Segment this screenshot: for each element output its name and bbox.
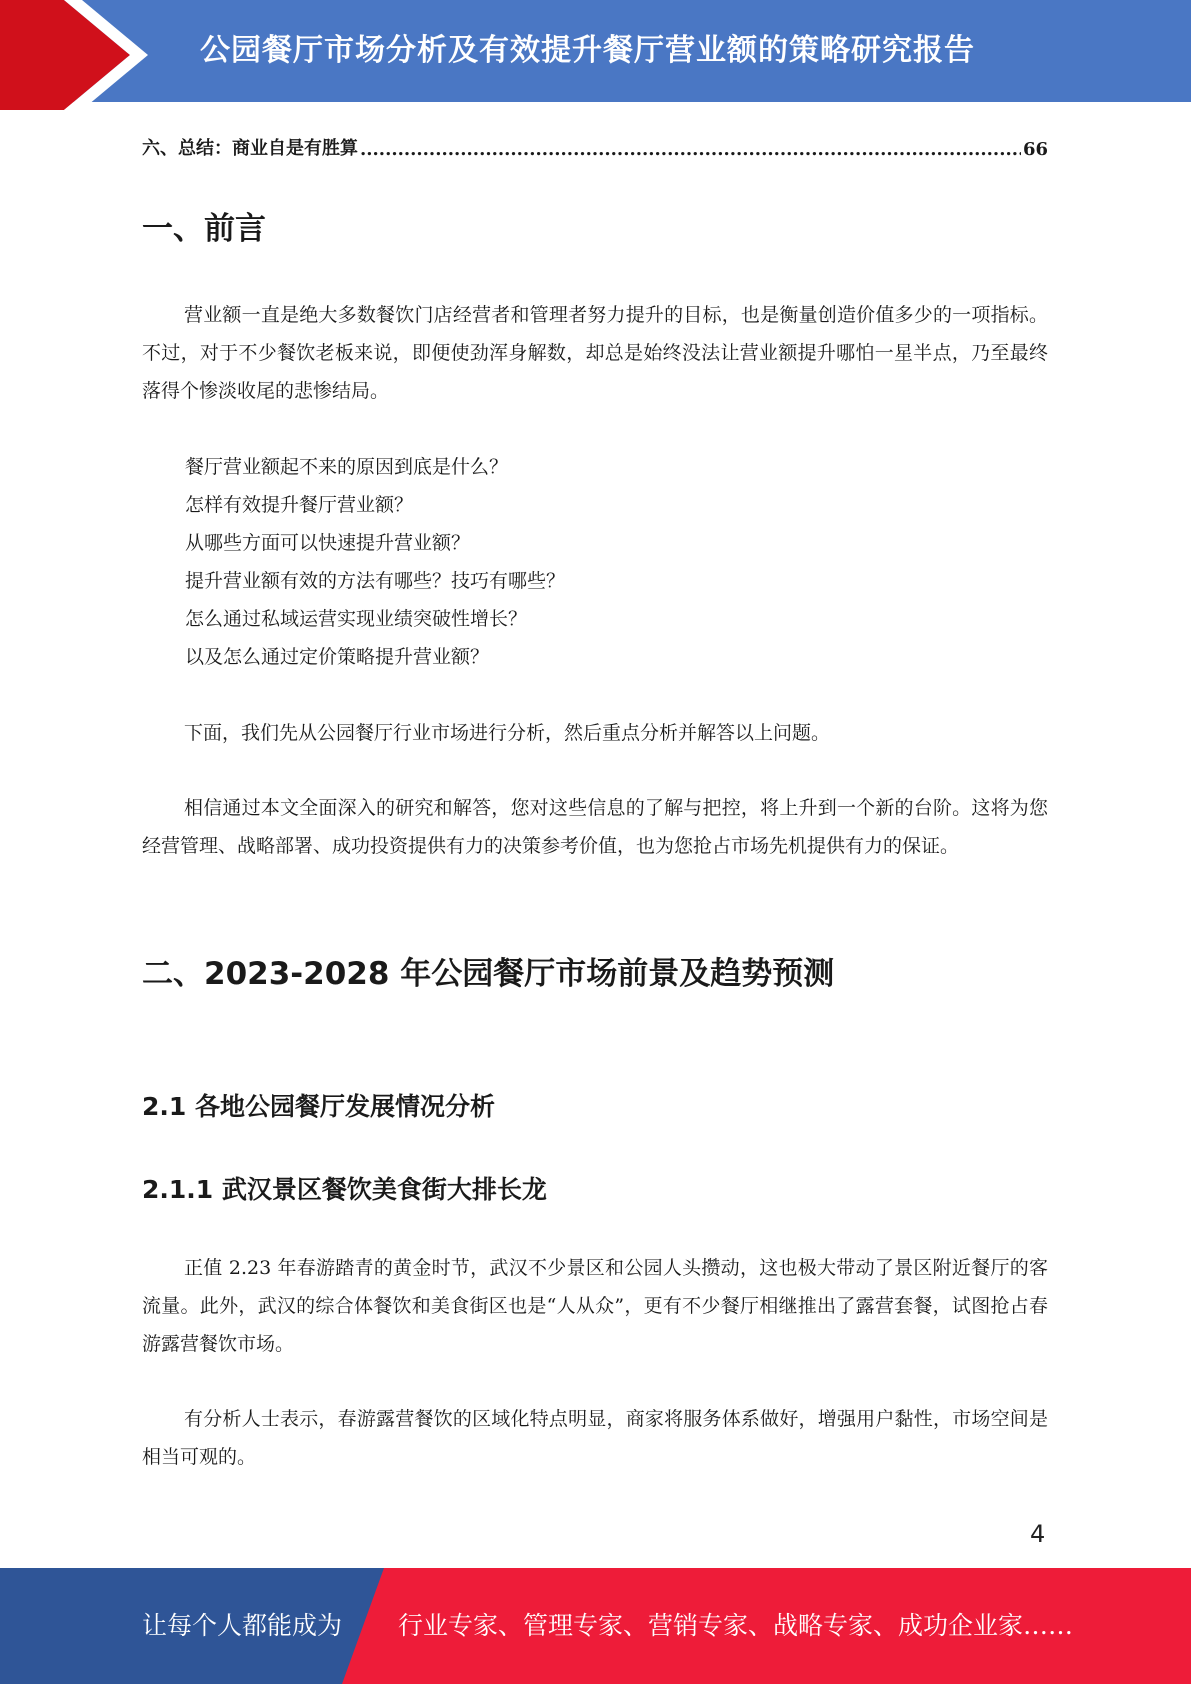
section-heading-preface: 一、前言 <box>142 211 266 247</box>
header-band <box>0 0 1191 110</box>
question-list <box>185 448 565 676</box>
list-item: 以及怎么通过定价策略提升营业额？ <box>185 646 490 668</box>
footer-slogan-right: 行业专家、管理专家、营销专家、战略专家、成功企业家…… <box>398 1611 1074 1640</box>
list-item: 餐厅营业额起不来的原因到底是什么？ <box>185 456 509 478</box>
page-number: 4 <box>1030 1520 1046 1548</box>
header-red-arrow <box>0 0 130 110</box>
paragraph-wuhan-scenic: 正值 2.23 年春游踏青的黄金时节，武汉不少景区和公园人头攒动，这也极大带动了景区附近餐厅的客流量。此外，武汉的综合体餐饮和美食街区也是“人从众”，更有不少餐厅相继推出了露营套餐，试图抢占春游露营餐饮市场。 <box>142 1257 1048 1355</box>
paragraph-overview: 下面，我们先从公园餐厅行业市场进行分析，然后重点分析并解答以上问题。 <box>184 722 831 744</box>
subsection-heading-2-1: 2.1 各地公园餐厅发展情况分析 <box>142 1092 495 1121</box>
paragraph-value: 相信通过本文全面深入的研究和解答，您对这些信息的了解与把控，将上升到一个新的台阶。这将为您经营管理、战略部署、成功投资提供有力的决策参考价值，也为您抢占市场先机提供有力的保证。 <box>142 797 1048 857</box>
section-heading-forecast: 二、2023-2028 年公园餐厅市场前景及趋势预测 <box>142 956 835 992</box>
footer-band <box>0 1568 1191 1684</box>
list-item: 怎样有效提升餐厅营业额？ <box>185 494 414 516</box>
toc-entry[interactable] <box>142 130 1048 160</box>
paragraph-intro: 营业额一直是绝大多数餐饮门店经营者和管理者努力提升的目标，也是衡量创造价值多少的一项指标。不过，对于不少餐饮老板来说，即便使劲浑身解数，却总是始终没法让营业额提升哪怕一星半点，乃至最终落得个惨淡收尾的悲惨结局。 <box>142 304 1048 402</box>
subsection-heading-2-1-1: 2.1.1 武汉景区餐饮美食街大排长龙 <box>142 1175 547 1204</box>
toc-entry-label: 六、总结：商业自是有胜算 <box>142 138 358 159</box>
list-item: 从哪些方面可以快速提升营业额？ <box>185 532 471 554</box>
paragraph-camping-market: 有分析人士表示，春游露营餐饮的区域化特点明显，商家将服务体系做好，增强用户黏性，市场空间是相当可观的。 <box>142 1408 1048 1468</box>
list-item: 提升营业额有效的方法有哪些？技巧有哪些？ <box>185 570 566 592</box>
toc-leader-dots <box>360 139 1021 160</box>
footer-slogan-left: 让每个人都能成为 <box>142 1611 343 1640</box>
document-title: 公园餐厅市场分析及有效提升餐厅营业额的策略研究报告 <box>200 33 975 68</box>
list-item: 怎么通过私域运营实现业绩突破性增长？ <box>185 608 528 630</box>
toc-entry-page: 66 <box>1022 139 1048 160</box>
